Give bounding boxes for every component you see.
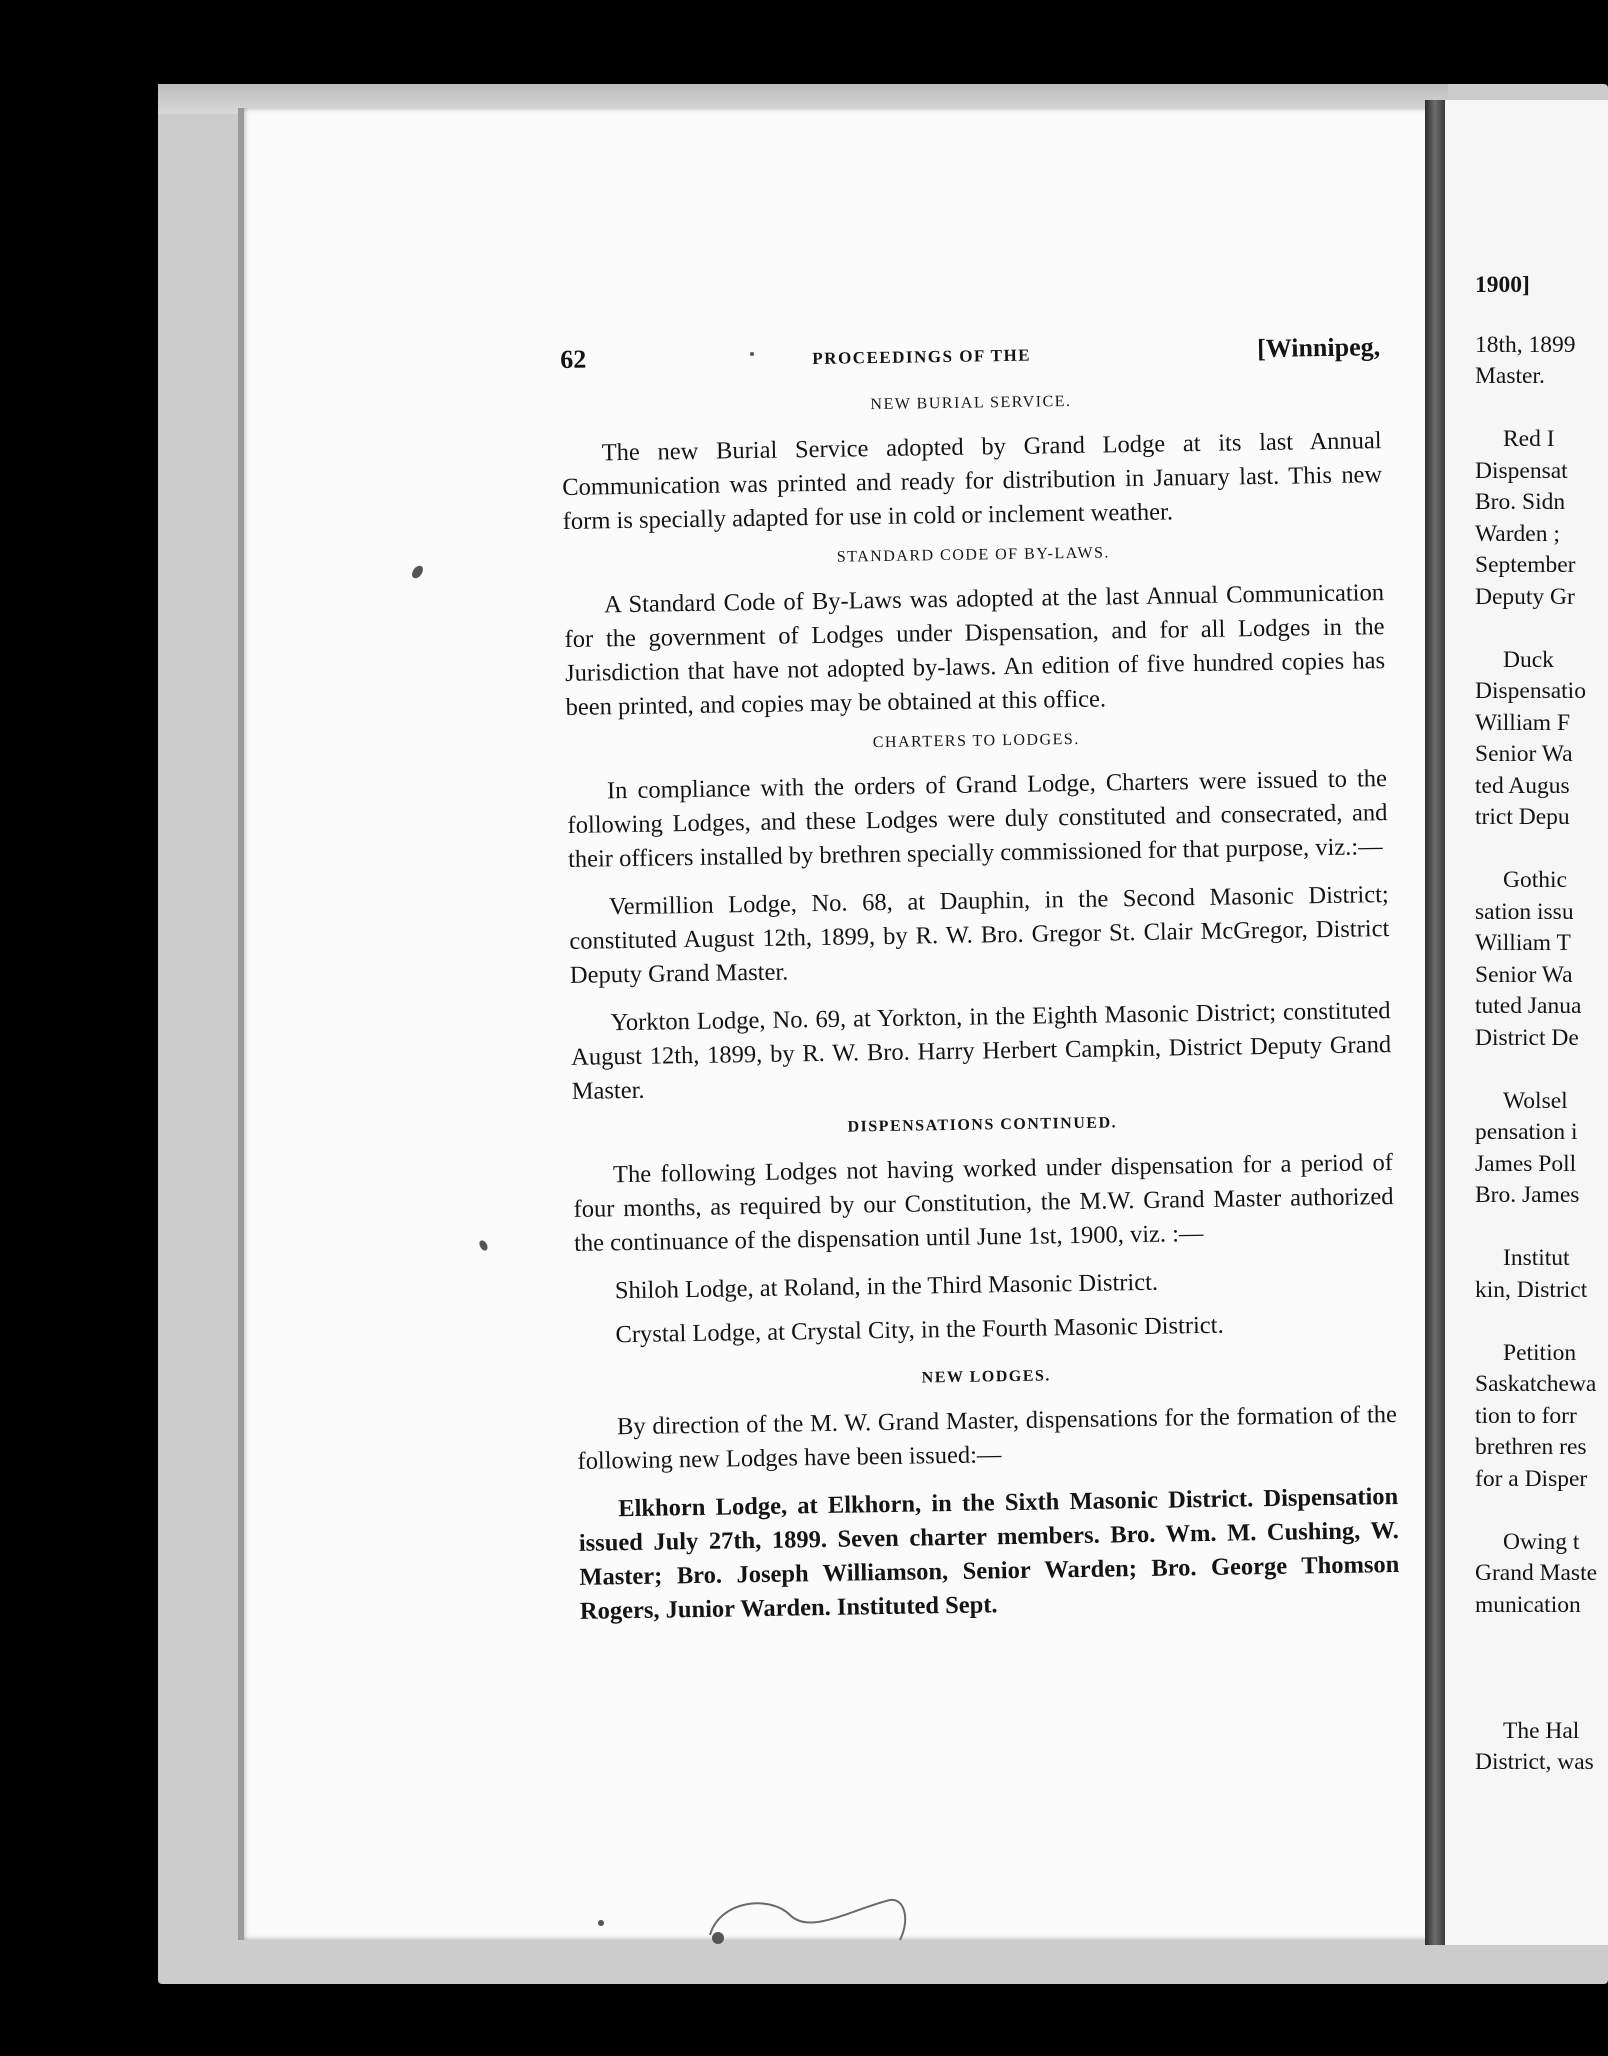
right-page-line: for a Disper [1475, 1465, 1588, 1492]
right-page-line: Bro. Sidn [1475, 489, 1566, 515]
section-heading: NEW LODGES. [921, 1367, 1051, 1387]
line-gap [1475, 1054, 1608, 1086]
paragraph: A Standard Code of By-Laws was adopted at the last Annual Communication for the government of Lodges under Dispensation, and for all Lodges in the Jurisdiction that have not adopted by-laws. An edition of five hundred copies has been printed, and copies may be obtained at this office. [564, 579, 1386, 721]
page-number: 62 [560, 344, 587, 374]
line-gap [1475, 1621, 1608, 1653]
right-page-line: Wolsel [1503, 1087, 1568, 1114]
right-page-line: tuted Janua [1475, 993, 1582, 1019]
section-new-lodges [576, 1362, 1400, 1629]
right-page-line: Dispensatio [1475, 678, 1586, 704]
section-heading: DISPENSATIONS CONTINUED. [847, 1114, 1118, 1136]
right-page-line: September [1475, 552, 1576, 578]
dust-speck [750, 352, 754, 356]
right-page-line: Duck [1503, 646, 1554, 673]
right-page-line: Saskatchewa [1475, 1371, 1597, 1397]
right-page-line: pensation i [1475, 1119, 1578, 1145]
section-new-burial-service [561, 388, 1383, 539]
right-page-line: Senior Wa [1475, 961, 1573, 988]
line-gap [1475, 1684, 1608, 1716]
paragraph: By direction of the M. W. Grand Master, dispensations for the formation of the following new Lodges have been issued:— [577, 1400, 1398, 1475]
line-gap [1475, 1495, 1608, 1527]
paragraph: Yorkton Lodge, No. 69, at Yorkton, in the Eighth Masonic District; constituted August 12th, 1899, by R. W. Bro. Harry Herbert Campkin, District Deputy Grand Master. [570, 997, 1392, 1105]
right-page-line: Petition [1503, 1339, 1577, 1366]
right-page-line: ted Augus [1475, 772, 1570, 799]
right-page-text [1475, 272, 1608, 1779]
paragraph: Vermillion Lodge, No. 68, at Dauphin, in the Second Masonic District; constituted August 12th, 1899, by R. W. Bro. Gregor St. Clair McGregor, District Deputy Grand Master. [569, 881, 1390, 989]
paragraph: Elkhorn Lodge, at Elkhorn, in the Sixth Masonic District. Dispensation issued July 27th, 1899. Seven charter members. Bro. Wm. M. Cushing, W. Master; Bro. Joseph Williamson, Senior Warden; Bro. George Thomson Rogers, Junior Warden. Instituted Sept. [578, 1482, 1400, 1625]
right-page-line: The Hal [1503, 1717, 1580, 1744]
line-gap [1475, 1212, 1608, 1244]
section-heading: NEW BURIAL SERVICE. [870, 392, 1072, 414]
right-page-line: brethren res [1475, 1434, 1587, 1460]
line-gap [1475, 393, 1608, 425]
right-page-line: District, was [1475, 1749, 1594, 1775]
paragraph: The following Lodges not having worked under dispensation for a period of four months, as required by our Constitution, the M.W. Grand Master authorized the continuance of the dispensation until June 1st, 1900, viz. :— [573, 1149, 1394, 1257]
running-place: [Winnipeg, [1256, 332, 1381, 364]
right-page [1445, 100, 1608, 1945]
right-page-line: 18th, 1899 [1475, 331, 1576, 358]
right-page-line: Senior Wa [1475, 741, 1573, 767]
right-page-line: Dispensat [1475, 457, 1568, 484]
right-page-line: William T [1475, 930, 1571, 956]
line-gap [1475, 613, 1608, 645]
right-page-line: Gothic [1503, 867, 1567, 893]
right-page-line: Warden ; [1475, 520, 1560, 547]
right-page-line: Bro. James [1475, 1182, 1580, 1208]
right-page-line: Deputy Gr [1475, 583, 1575, 610]
section-heading: STANDARD CODE OF BY-LAWS. [836, 544, 1111, 566]
right-page-line: tion to forr [1475, 1402, 1577, 1429]
left-page-text [560, 332, 1400, 1643]
right-page-line: munication [1475, 1591, 1581, 1618]
right-page-line: William F [1475, 709, 1571, 736]
section-dispensations-continued [572, 1110, 1396, 1353]
paragraph: In compliance with the orders of Grand Lodge, Charters were issued to the following Lodges, and these Lodges were duly constituted and consecrated, and their officers installed by brethren specially commissioned for that purpose, viz.:— [567, 765, 1388, 873]
right-page-line: trict Depu [1475, 804, 1570, 830]
right-page-line: Red I [1503, 426, 1555, 452]
right-page-line: Institut [1503, 1245, 1570, 1271]
right-page-line: sation issu [1475, 898, 1574, 925]
list-item: Crystal Lodge, at Crystal City, in the Fourth Masonic District. [615, 1311, 1224, 1349]
dust-speck [598, 1920, 604, 1926]
line-gap [1475, 1653, 1608, 1685]
right-page-line: kin, District [1475, 1276, 1588, 1303]
section-heading: CHARTERS TO LODGES. [872, 730, 1080, 752]
right-page-line: James Poll [1475, 1150, 1577, 1177]
line-gap [1475, 834, 1608, 866]
right-page-line: Master. [1475, 363, 1545, 389]
list-item: Shiloh Lodge, at Roland, in the Third Masonic District. [614, 1268, 1159, 1305]
book-gutter [1425, 100, 1445, 1945]
running-title: PROCEEDINGS OF THE [812, 345, 1032, 369]
line-gap [1475, 1306, 1608, 1338]
section-charters [566, 726, 1392, 1109]
right-page-line: District De [1475, 1024, 1579, 1051]
stray-thread [700, 1890, 920, 1960]
right-page-line: Owing t [1503, 1528, 1580, 1555]
paragraph: The new Burial Service adopted by Grand Lodge at its last Annual Communication was printed and ready for distribution in January last. This new form is specially adapted for use in cold or inclement weather. [562, 427, 1383, 535]
right-page-line: Grand Maste [1475, 1560, 1598, 1586]
section-standard-code [563, 540, 1386, 725]
right-page-header: 1900] [1475, 272, 1530, 298]
